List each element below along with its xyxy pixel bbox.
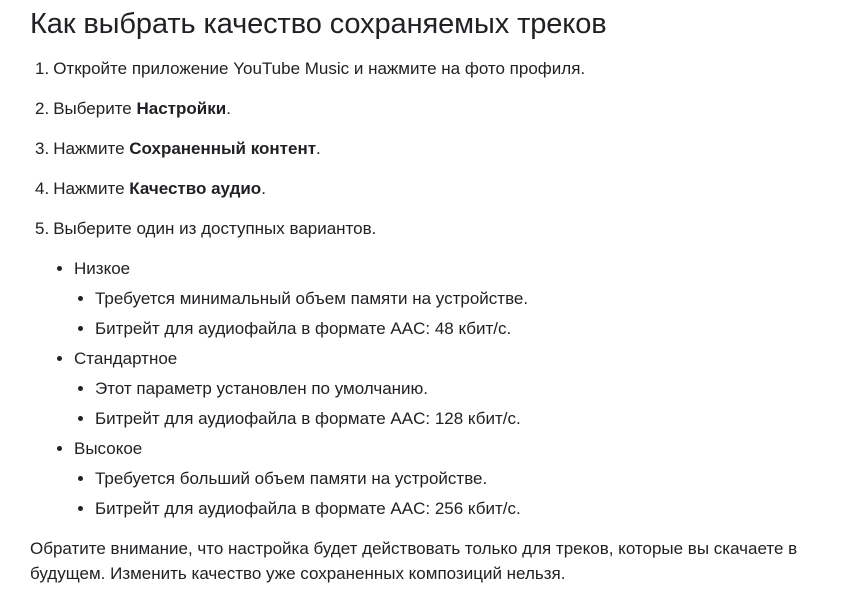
option-high-detail-1: Требуется больший объем памяти на устройстве. [95,469,488,488]
step-3 [35,137,321,161]
bullet-icon [57,446,62,451]
bullet-icon [57,266,62,271]
step-text: Нажмите [53,139,130,158]
step-bold-term: Качество аудио [129,179,262,198]
step-number: 4. [35,179,50,198]
step-4 [35,177,266,201]
step-number: 5. [35,219,50,238]
step-bold-term: Настройки [136,99,227,118]
option-standard-detail-1: Этот параметр установлен по умолчанию. [95,379,429,398]
step-text: Откройте приложение YouTube Music и нажмите на фото профиля. [53,59,586,78]
bullet-icon [78,476,83,481]
option-standard-label: Стандартное [74,349,178,368]
step-text-end: . [226,99,231,118]
step-1 [35,57,585,81]
bullet-icon [57,356,62,361]
step-number: 2. [35,99,50,118]
step-5 [35,217,376,241]
note-paragraph: Обратите внимание, что настройка будет действовать только для треков, которые вы скачаете в будущем. Изменить качество уже сохраненных композиций нельзя. [30,539,798,583]
option-low-detail-1: Требуется минимальный объем памяти на устройстве. [95,289,529,308]
bullet-icon [78,416,83,421]
step-2 [35,97,231,121]
article-title: Как выбрать качество сохраняемых треков [30,8,607,40]
step-text-end: . [316,139,321,158]
step-text: Выберите [53,99,137,118]
step-text: Нажмите [53,179,130,198]
step-text-end: . [261,179,266,198]
step-bold-term: Сохраненный контент [129,139,317,158]
option-low-detail-2: Битрейт для аудиофайла в формате AAC: 48 кбит/с. [95,319,512,338]
bullet-icon [78,386,83,391]
step-number: 1. [35,59,50,78]
step-text: Выберите один из доступных вариантов. [53,219,377,238]
bullet-icon [78,296,83,301]
option-high-label: Высокое [74,439,143,458]
option-low-label: Низкое [74,259,131,278]
option-high-detail-2: Битрейт для аудиофайла в формате AAC: 256 кбит/с. [95,499,521,518]
step-number: 3. [35,139,50,158]
bullet-icon [78,506,83,511]
bullet-icon [78,326,83,331]
option-standard-detail-2: Битрейт для аудиофайла в формате AAC: 128 кбит/с. [95,409,521,428]
